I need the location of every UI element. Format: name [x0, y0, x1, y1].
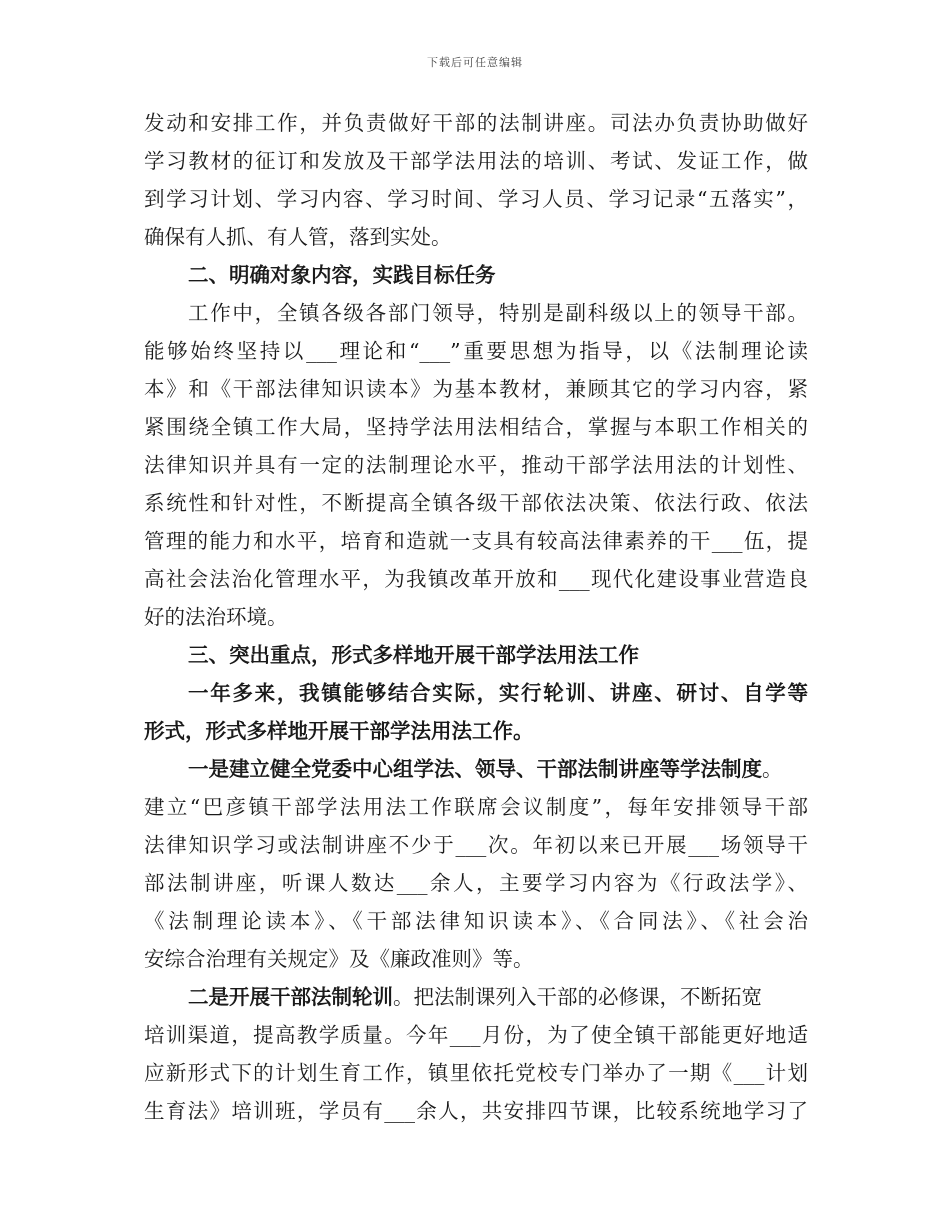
paragraph-intro-continuation — [144, 104, 808, 256]
text-line: 形式，形式多样地开展干部学法用法工作。 — [144, 719, 534, 743]
text-line: 生育法》培训班，学员有___余人，共安排四节课，比较系统地学习了 — [144, 1099, 808, 1123]
paragraph-rotation-training — [144, 978, 808, 1130]
text-line: 培训渠道，提高教学质量。今年___月份，为了使全镇干部能更好地适 — [144, 1023, 808, 1047]
text-line: 工作中，全镇各级各部门领导，特别是副科级以上的领导干部。 — [188, 301, 808, 325]
text-line — [144, 750, 808, 788]
text-line: 系统性和针对性，不断提高全镇各级干部依法决策、依法行政、依法 — [144, 491, 808, 515]
text-line: 建立“巴彦镇干部学法用法工作联席会议制度”，每年安排领导干部 — [144, 795, 808, 819]
text-line: 应新形式下的计划生育工作，镇里依托党校专门举办了一期《___计划 — [144, 1061, 808, 1085]
text-line: 管理的能力和水平，培育和造就一支具有较高法律素养的干___伍，提 — [144, 529, 808, 553]
text-line: 一年多来，我镇能够结合实际，实行轮训、讲座、研讨、自学等 — [188, 681, 808, 705]
text-line: 好的法治环境。 — [144, 605, 288, 629]
text-line: 《法制理论读本》、《干部法律知识读本》、《合同法》、《社会治 — [144, 909, 808, 933]
text-line: 能够始终坚持以___理论和“___”重要思想为指导，以《法制理论读 — [144, 339, 808, 363]
paragraph-summary-bold — [144, 674, 808, 750]
text-line: 紧围绕全镇工作大局，坚持学法用法相结合，掌握与本职工作相关的 — [144, 415, 808, 439]
text-line: 确保有人抓、有人管，落到实处。 — [144, 225, 452, 249]
section-heading-3: 三、突出重点，形式多样地开展干部学法用法工作 — [188, 643, 639, 667]
text-line: 安综合治理有关规定》及《廉政准则》等。 — [144, 947, 534, 971]
paragraph-objectives — [144, 294, 808, 636]
lead-bold-text: 一是建立健全党委中心组学法、领导、干部法制讲座等学法制度 — [188, 757, 762, 781]
text-line: 到学习计划、学习内容、学习时间、学习人员、学习记录“五落实”， — [144, 187, 808, 211]
section-heading-2: 二、明确对象内容，实践目标任务 — [188, 263, 496, 287]
text-line: 法律知识并具有一定的法制理论水平，推动干部学法用法的计划性、 — [144, 453, 808, 477]
text-line: 学习教材的征订和发放及干部学法用法的培训、考试、发证工作，做 — [144, 149, 808, 173]
paragraph-system-building — [144, 750, 808, 978]
text-line: 本》和《干部法律知识读本》为基本教材，兼顾其它的学习内容，紧 — [144, 377, 808, 401]
lead-tail-text: 。 — [762, 757, 783, 781]
lead-bold-text: 二是开展干部法制轮训 — [188, 985, 393, 1009]
text-line — [144, 978, 808, 1016]
document-body — [144, 104, 808, 1130]
lead-rest-text: 。把法制课列入干部的必修课，不断拓宽 — [393, 985, 762, 1009]
page-header: 下载后可任意编辑 — [427, 56, 523, 69]
text-line: 法律知识学习或法制讲座不少于___次。年初以来已开展___场领导干 — [144, 833, 808, 857]
text-line: 高社会法治化管理水平，为我镇改革开放和___现代化建设事业营造良 — [144, 567, 808, 591]
text-line: 部法制讲座，听课人数达___余人，主要学习内容为《行政法学》、 — [144, 871, 808, 895]
text-line: 发动和安排工作，并负责做好干部的法制讲座。司法办负责协助做好 — [144, 111, 808, 135]
